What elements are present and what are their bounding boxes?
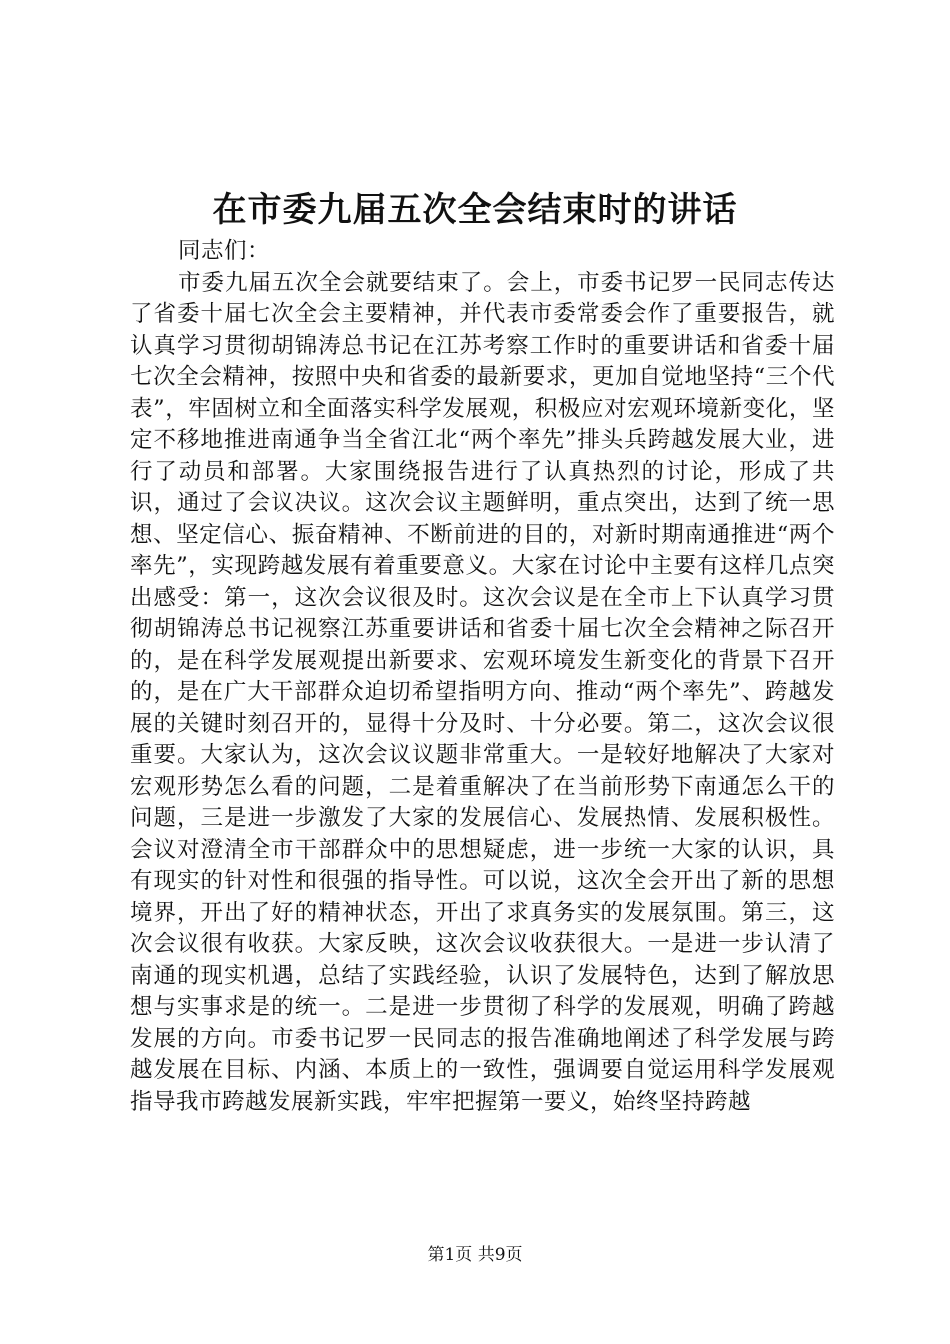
body-paragraph: 市委九届五次全会就要结束了。会上，市委书记罗一民同志传达了省委十届七次全会主要精神，并代表市委常委会作了重要报告，就认真学习贯彻胡锦涛总书记在江苏考察工作时的重要讲话和省委十届七次全会精神，按照中央和省委的最新要求，更加自觉地坚持“三个代表”，牢固树立和全面落实科学发展观，积极应对宏观环境新变化，坚定不移地推进南通争当全省江北“两个率先”排头兵跨越发展大业，进行了动员和部署。大家围绕报告进行了认真热烈的讨论，形成了共识，通过了会议决议。这次会议主题鲜明，重点突出，达到了统一思想、坚定信心、振奋精神、不断前进的目的，对新时期南通推进“两个率先”，实现跨越发展有着重要意义。大家在讨论中主要有这样几点突出感受：第一，这次会议很及时。这次会议是在全市上下认真学习贯彻胡锦涛总书记视察江苏重要讲话和省委十届七次全会精神之际召开的，是在科学发展观提出新要求、宏观环境发生新变化的背景下召开的，是在广大干部群众迫切希望指明方向、推动“两个率先”、跨越发展的关键时刻召开的，显得十分及时、十分必要。第二，这次会议很重要。大家认为，这次会议议题非常重大。一是较好地解决了大家对宏观形势怎么看的问题，二是着重解决了在当前形势下南通怎么干的问题，三是进一步激发了大家的发展信心、发展热情、发展积极性。会议对澄清全市干部群众中的思想疑虑，进一步统一大家的认识，具有现实的针对性和很强的指导性。可以说，这次全会开出了新的思想境界，开出了好的精神状态，开出了求真务实的发展氛围。第三，这次会议很有收获。大家反映，这次会议收获很大。一是进一步认清了南通的现实机遇，总结了实践经验，认识了发展特色，达到了解放思想与实事求是的统一。二是进一步贯彻了科学的发展观，明确了跨越发展的方向。市委书记罗一民同志的报告准确地阐述了科学发展与跨越发展在目标、内涵、本质上的一致性，强调要自觉运用科学发展观指导我市跨越发展新实践，牢牢把握第一要义，始终坚持跨越: [130, 269, 835, 1115]
document-body: [130, 236, 835, 1118]
salutation: 同志们：: [178, 238, 271, 264]
page-number: 第1页 共9页: [427, 1245, 523, 1265]
document-title: 在市委九届五次全会结束时的讲话: [212, 190, 738, 230]
page-footer: [0, 1243, 950, 1267]
